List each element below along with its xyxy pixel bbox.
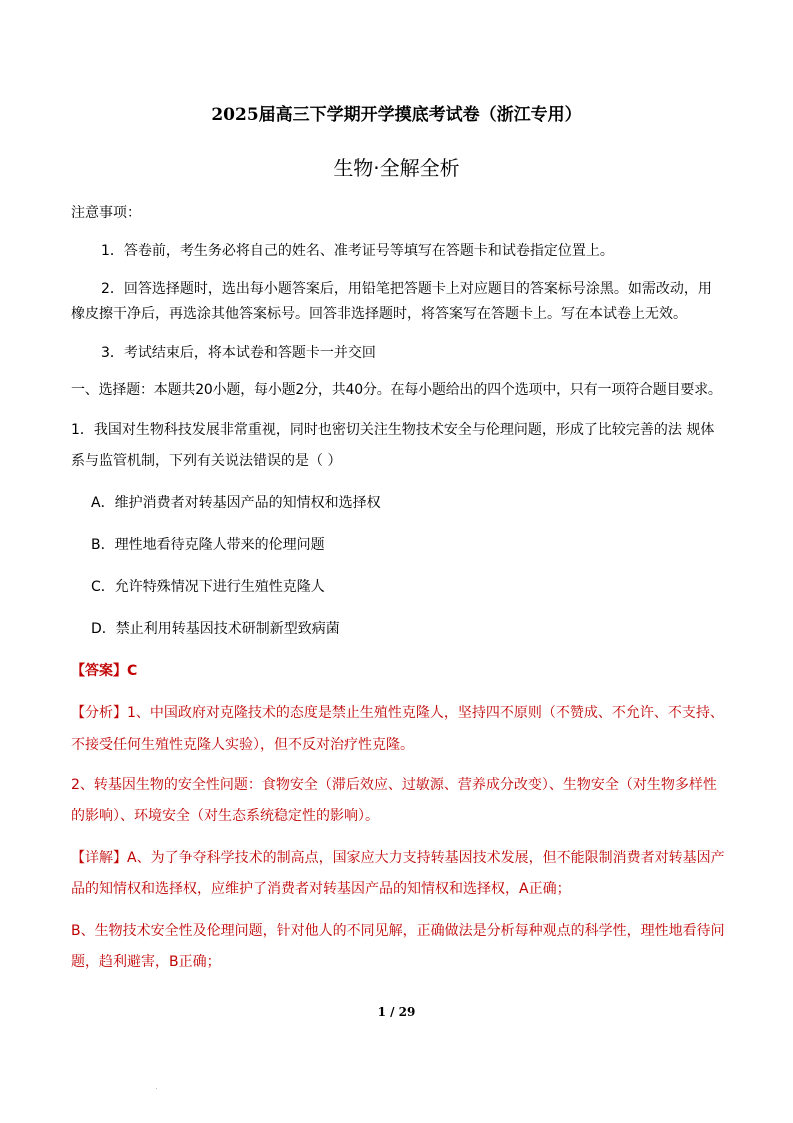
- notice-item-3: 3．考试结束后，将本试卷和答题卡一并交回: [101, 345, 376, 361]
- analysis-line-2: 不接受任何生殖性克隆人实验），但不反对治疗性克隆。: [71, 737, 414, 753]
- question-1-stem: 1．我国对生物科技发展非常重视，同时也密切关注生物技术安全与伦理问题，形成了比较完善的法 规体: [71, 422, 715, 438]
- exam-title: 2025届高三下学期开学摸底考试卷（浙江专用）: [211, 105, 582, 125]
- detail-line-2: 品的知情权和选择权，应维护了消费者对转基因产品的知情权和选择权，A正确；: [71, 881, 571, 897]
- exam-subtitle: 生物·全解全析: [333, 156, 460, 180]
- notice-item-1: 1．答卷前，考生务必将自己的姓名、准考证号等填写在答题卡和试卷指定位置上。: [101, 243, 614, 259]
- notice-item-2-cont: 橡皮擦干净后，再选涂其他答案标号。回答非选择题时，将答案写在答题卡上。写在本试卷上无效。: [71, 306, 687, 322]
- scan-dot: [156, 1088, 157, 1089]
- answer-label: 【答案】C: [71, 663, 138, 679]
- detail-line-4: 题，趋利避害，B正确；: [71, 954, 221, 970]
- section-heading: 一、选择题：本题共20小题，每小题2分，共40分。在每小题给出的四个选项中，只有一项符合题目要求。: [71, 382, 722, 398]
- analysis-line-4: 的影响）、环境安全（对生态系统稳定性的影响）。: [71, 808, 379, 824]
- analysis-line-1: 【分析】1、中国政府对克隆技术的态度是禁止生殖性克隆人，坚持四不原则（不赞成、不允许、不支持、: [71, 705, 724, 721]
- page-number: 1 / 29: [377, 1005, 416, 1019]
- option-d: D．禁止利用转基因技术研制新型致病菌: [91, 621, 340, 637]
- option-c: C．允许特殊情况下进行生殖性克隆人: [91, 579, 325, 595]
- option-b: B．理性地看待克隆人带来的伦理问题: [91, 537, 325, 553]
- notice-item-2: 2．回答选择题时，选出每小题答案后，用铅笔把答题卡上对应题目的答案标号涂黑。如需改动，用: [101, 281, 712, 297]
- option-a: A．维护消费者对转基因产品的知情权和选择权: [91, 495, 381, 511]
- detail-line-1: 【详解】A、为了争夺科学技术的制高点，国家应大力支持转基因技术发展，但不能限制消费者对转基因产: [71, 850, 725, 866]
- question-1-stem-cont: 系与监管机制，下列有关说法错误的是（ ）: [71, 453, 342, 469]
- detail-line-3: B、生物技术安全性及伦理问题，针对他人的不同见解，正确做法是分析每种观点的科学性，理性地看待问: [71, 923, 725, 939]
- analysis-line-3: 2、转基因生物的安全性问题：食物安全（滞后效应、过敏源、营养成分改变）、生物安全（对生物多样性: [71, 777, 717, 793]
- notice-heading: 注意事项：: [71, 205, 141, 221]
